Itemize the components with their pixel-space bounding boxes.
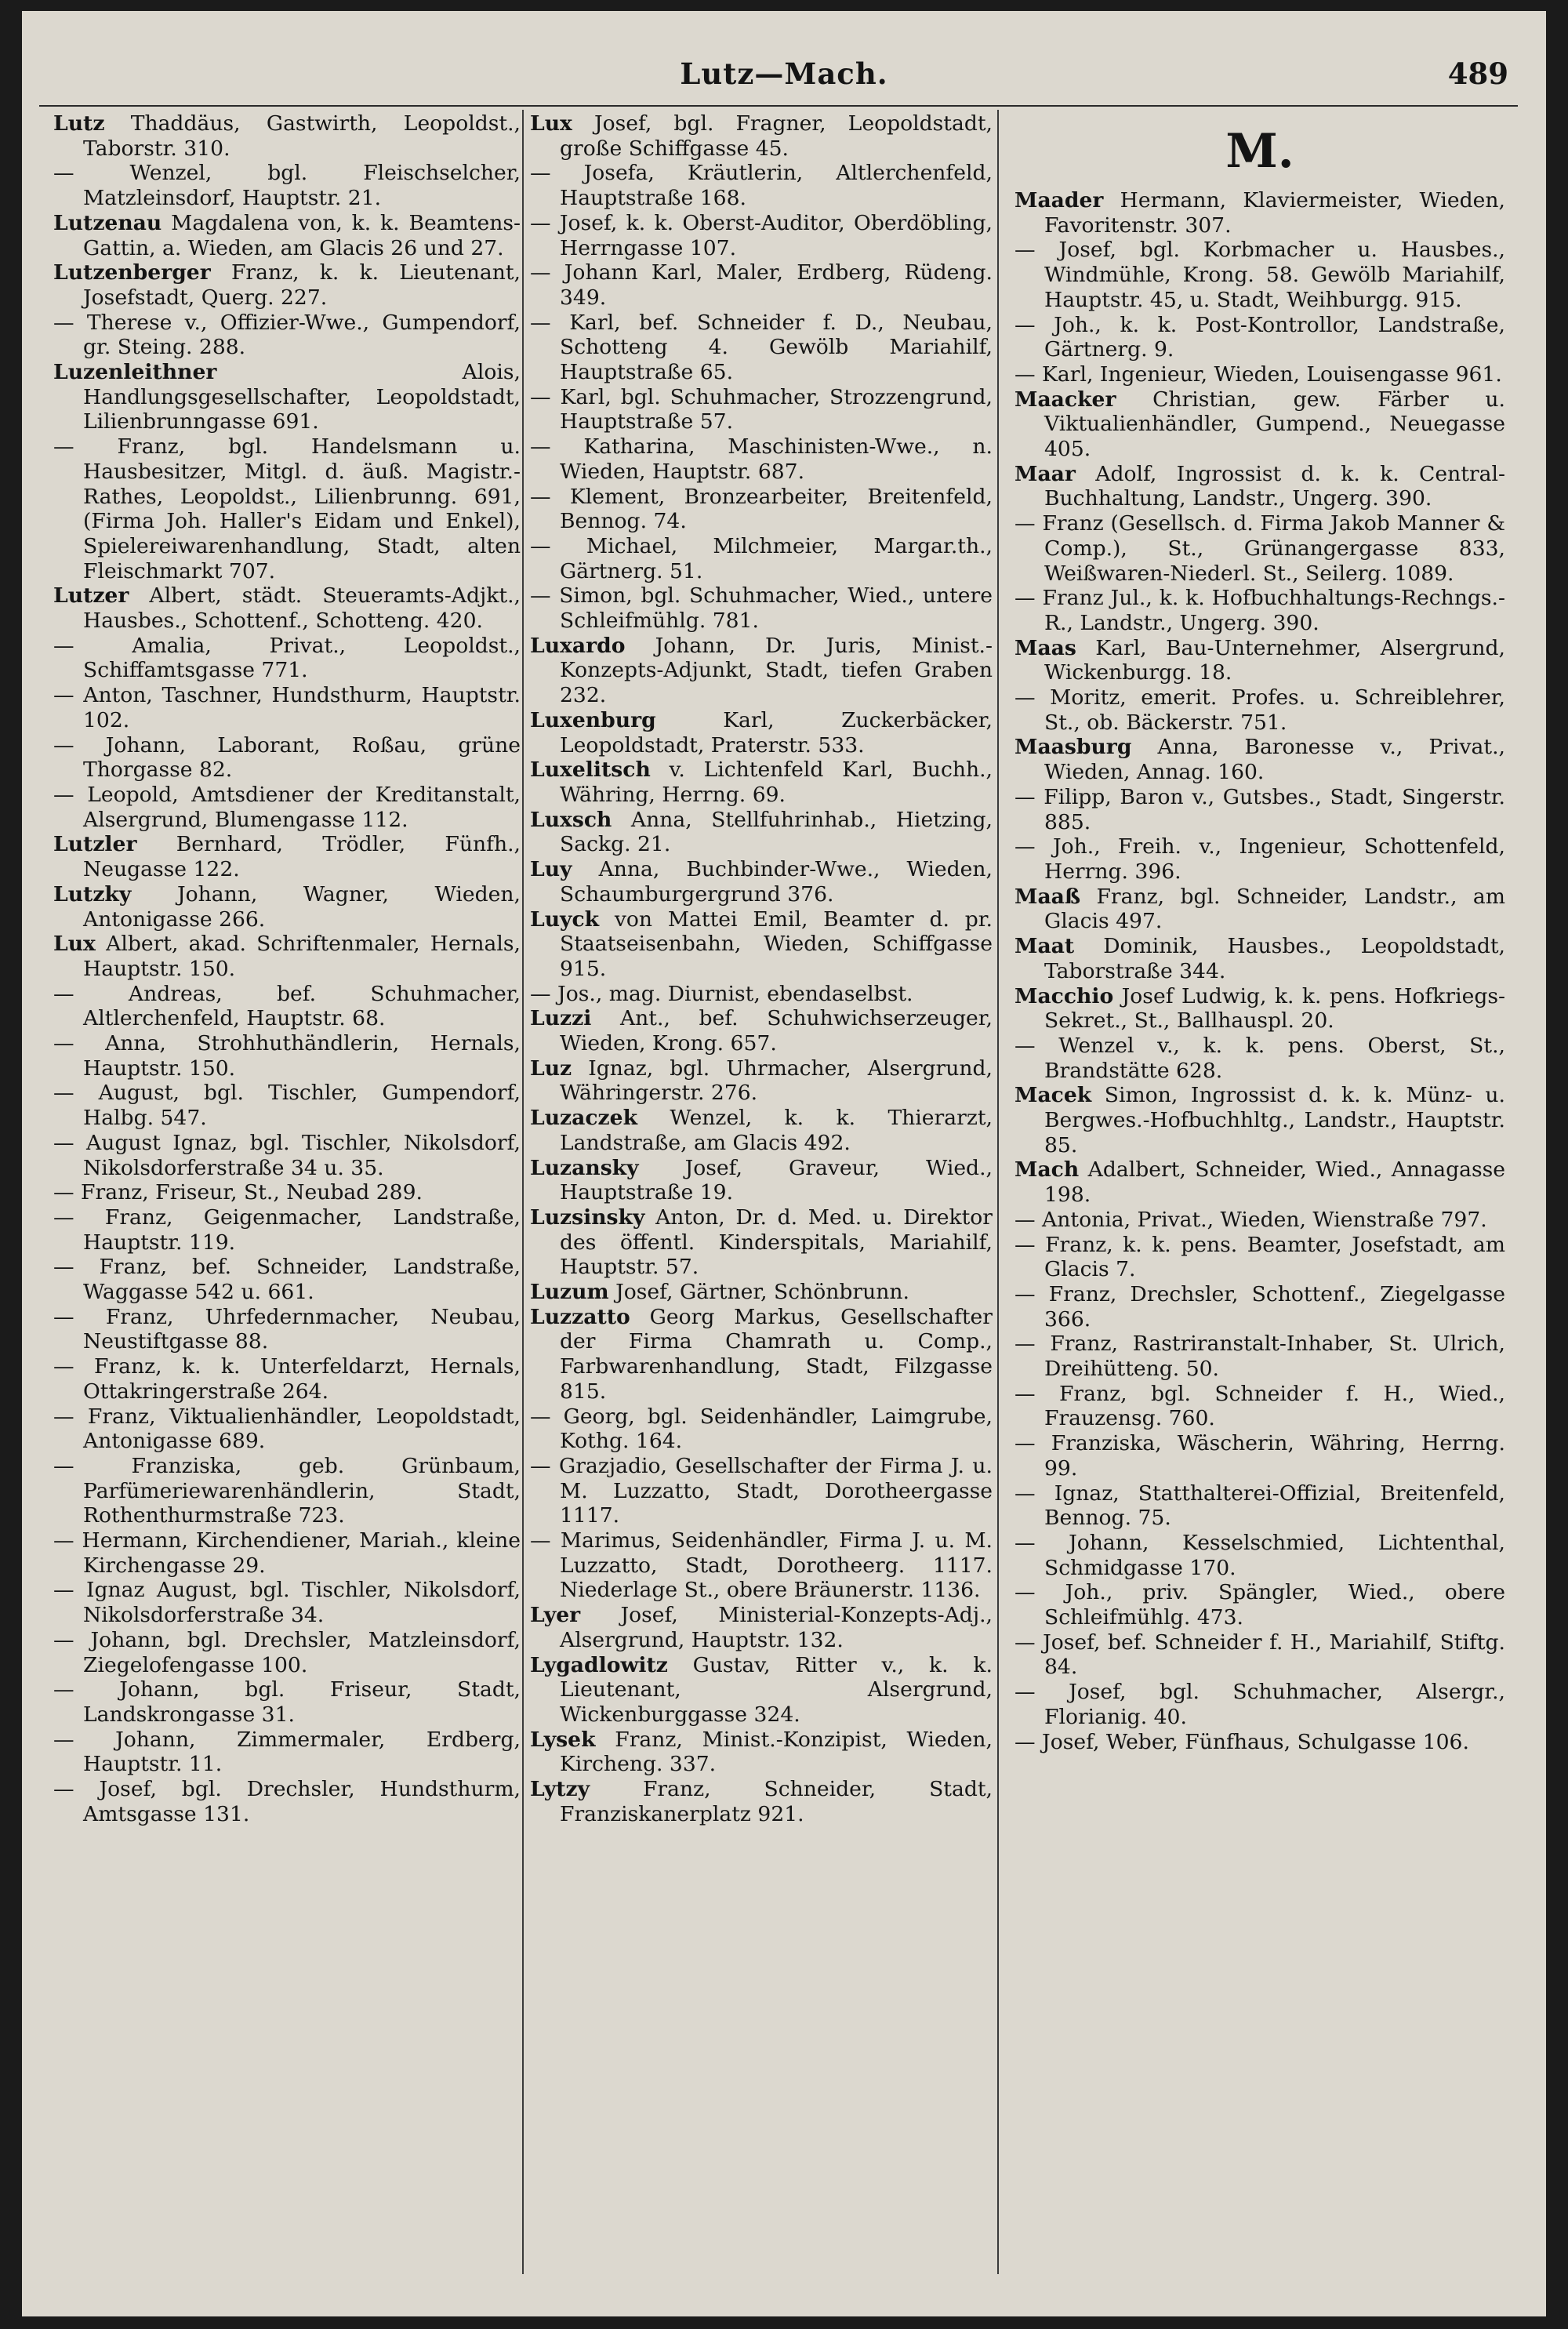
entry-text: Bernhard, Trödler, Fünfh., Neugasse 122. — [83, 832, 521, 882]
entry-text: Christian, gew. Färber u. Viktualienhändler, Gumpend., Neuegasse 405. — [1044, 387, 1505, 462]
directory-entry — [53, 634, 521, 683]
directory-entry — [1014, 1431, 1505, 1481]
entry-surname: Luxsch — [530, 807, 612, 832]
section-letter: M. — [1225, 124, 1294, 179]
entry-text: — Simon, bgl. Schuhmacher, Wied., untere Schleifmühlg. 781. — [530, 583, 993, 634]
directory-entry — [53, 1728, 521, 1777]
directory-entry — [1014, 586, 1505, 635]
directory-entry — [1014, 984, 1505, 1034]
directory-entry — [530, 1305, 993, 1404]
entry-surname: Lygadlowitz — [530, 1652, 668, 1677]
directory-entry — [53, 982, 521, 1031]
column-divider — [997, 110, 999, 2274]
entry-surname: Lutzenberger — [53, 260, 211, 285]
entry-text: — Johann, Laborant, Roßau, grüne Thorgasse 82. — [53, 732, 521, 783]
entry-text: — Josef, bef. Schneider f. H., Mariahilf, Stiftg. 84. — [1014, 1630, 1505, 1680]
directory-entry — [530, 857, 993, 907]
directory-entry — [530, 1728, 993, 1777]
directory-column-2 — [530, 111, 993, 2299]
directory-entry — [530, 1777, 993, 1826]
directory-entry — [1014, 1382, 1505, 1431]
entry-text: — Franz, Friseur, St., Neubad 289. — [53, 1180, 423, 1205]
directory-entry — [53, 1454, 521, 1528]
directory-entry — [53, 1031, 521, 1081]
directory-entry — [53, 583, 521, 633]
entry-surname: Luzzatto — [530, 1304, 630, 1329]
entry-surname: Lutzenau — [53, 210, 162, 235]
directory-entry — [53, 1354, 521, 1404]
entry-text: Gustav, Ritter v., k. k. Lieutenant, Alsergrund, Wickenburggasse 324. — [560, 1652, 993, 1727]
entry-surname: Maader — [1014, 188, 1104, 213]
entry-text: Josef, Ministerial-Konzepts-Adj., Alsergrund, Hauptstr. 132. — [560, 1603, 993, 1652]
entry-text: Josef, Gärtner, Schönbrunn. — [615, 1280, 909, 1305]
entry-text: — Franz (Gesellsch. d. Firma Jakob Manner & Comp.), St., Grünangergasse 833, Weißwaren-Niederl. St., Seilerg. 1089. — [1014, 511, 1505, 586]
entry-text: — Franz, k. k. Unterfeldarzt, Hernals, Ottakringerstraße 264. — [53, 1354, 521, 1404]
entry-text: — Joh., priv. Spängler, Wied., obere Schleifmühlg. 473. — [1014, 1580, 1505, 1630]
entry-text: — Ignaz August, bgl. Tischler, Nikolsdorf, Nikolsdorferstraße 34. — [53, 1578, 521, 1628]
entry-text: Anton, Dr. d. Med. u. Direktor des öffentl. Kinderspitals, Mariahilf, Hauptstr. 57. — [560, 1204, 993, 1280]
directory-entry — [530, 1006, 993, 1055]
directory-entry — [530, 534, 993, 583]
entry-text: Franz, Minist.-Konzipist, Wieden, Kircheng. 337. — [560, 1727, 993, 1777]
directory-entry — [53, 1180, 521, 1205]
entry-surname: Lutzer — [53, 583, 129, 609]
directory-entry — [53, 1777, 521, 1826]
entry-text: — Johann, bgl. Friseur, Stadt, Landskrongasse 31. — [53, 1677, 521, 1727]
directory-entry — [1014, 636, 1505, 685]
entry-text: Alois, Handlungsgesellschafter, Leopoldstadt, Lilienbrunngasse 691. — [83, 360, 521, 434]
directory-entry — [530, 1056, 993, 1106]
directory-entry — [53, 1578, 521, 1627]
entry-surname: Lux — [530, 111, 572, 136]
directory-entry — [53, 1404, 521, 1454]
entry-text: — Franz, Uhrfedernmacher, Neubau, Neustiftgasse 88. — [53, 1304, 521, 1354]
entry-text: — Andreas, bef. Schuhmacher, Altlerchenfeld, Hauptstr. 68. — [53, 981, 521, 1031]
entry-text: Hermann, Klaviermeister, Wieden, Favoritenstr. 307. — [1044, 188, 1505, 238]
entry-surname: Lytzy — [530, 1777, 590, 1802]
entry-text: Karl, Bau-Unternehmer, Alsergrund, Wickenburgg. 18. — [1044, 635, 1505, 685]
directory-entry — [53, 1255, 521, 1304]
entry-text: — Hermann, Kirchendiener, Mariah., kleine Kirchengasse 29. — [53, 1528, 521, 1578]
entry-surname: Maas — [1014, 635, 1076, 660]
directory-entry — [530, 311, 993, 385]
entry-text: Simon, Ingrossist d. k. k. Münz- u. Bergwes.-Hofbuchhltg., Landstr., Hauptstr. 85. — [1044, 1083, 1505, 1157]
entry-text: Johann, Dr. Juris, Minist.-Konzepts-Adjunkt, Stadt, tiefen Graben 232. — [560, 633, 993, 708]
directory-entry — [53, 1131, 521, 1180]
entry-text: — Anna, Strohhuthändlerin, Hernals, Hauptstr. 150. — [53, 1031, 521, 1081]
directory-entry — [530, 111, 993, 161]
entry-text: — Amalia, Privat., Leopoldst., Schiffamtsgasse 771. — [53, 633, 521, 683]
entry-text: Franz, k. k. Lieutenant, Josefstadt, Querg. 227. — [83, 260, 521, 310]
entry-surname: Luy — [530, 857, 572, 882]
directory-entry — [53, 1205, 521, 1255]
entry-text: Magdalena von, k. k. Beamtens-Gattin, a. Wieden, am Glacis 26 und 27. — [83, 210, 521, 260]
directory-entry — [53, 882, 521, 932]
entry-text: — Josef, bgl. Schuhmacher, Alsergr., Florianig. 40. — [1014, 1680, 1505, 1729]
entry-text: — Franz Jul., k. k. Hofbuchhaltungs-Rechngs.-R., Landstr., Ungerg. 390. — [1014, 586, 1505, 635]
entry-text: Josef, Graveur, Wied., Hauptstraße 19. — [560, 1155, 993, 1205]
entry-text: — August Ignaz, bgl. Tischler, Nikolsdorf, Nikolsdorferstraße 34 u. 35. — [53, 1130, 521, 1180]
entry-text: — Josef, Weber, Fünfhaus, Schulgasse 106. — [1014, 1729, 1469, 1754]
directory-entry — [530, 434, 993, 484]
directory-entry — [1014, 1630, 1505, 1680]
entry-surname: Maat — [1014, 934, 1075, 959]
entry-text: — Karl, Ingenieur, Wieden, Louisengasse 961. — [1014, 362, 1502, 387]
directory-entry — [530, 808, 993, 857]
entry-text: Georg Markus, Gesellschafter der Firma Chamrath u. Comp., Farbwarenhandlung, Stadt, Filzgasse 815. — [560, 1304, 993, 1404]
directory-entry — [53, 161, 521, 210]
entry-text: — Moritz, emerit. Profes. u. Schreiblehrer, St., ob. Bäckerstr. 751. — [1014, 685, 1505, 735]
directory-entry — [53, 434, 521, 583]
entry-text: Thaddäus, Gastwirth, Leopoldst., Taborstr. 310. — [83, 111, 521, 161]
directory-page — [22, 11, 1546, 2316]
directory-entry — [1014, 1481, 1505, 1531]
directory-entry — [1014, 238, 1505, 312]
entry-surname: Lutzler — [53, 832, 137, 857]
entry-text: — Ignaz, Statthalterei-Offizial, Breitenfeld, Bennog. 75. — [1014, 1481, 1505, 1531]
entry-surname: Macek — [1014, 1083, 1092, 1108]
directory-entry — [1014, 1282, 1505, 1332]
entry-text: — Josef, k. k. Oberst-Auditor, Oberdöbling, Herrngasse 107. — [530, 210, 993, 260]
entry-surname: Lutz — [53, 111, 105, 136]
entry-text: — Joh., Freih. v., Ingenieur, Schottenfeld, Herrng. 396. — [1014, 834, 1505, 884]
directory-entry — [53, 111, 521, 161]
entry-text: Wenzel, k. k. Thierarzt, Landstraße, am Glacis 492. — [560, 1106, 993, 1155]
entry-text: — Johann, bgl. Drechsler, Matzleinsdorf, Ziegelofengasse 100. — [53, 1627, 521, 1677]
entry-text: — Josef, bgl. Korbmacher u. Hausbes., Windmühle, Krong. 58. Gewölb Mariahilf, Hauptstr. 45, u. Stadt, Weihburgg. 915. — [1014, 238, 1505, 312]
directory-entry — [53, 733, 521, 783]
entry-surname: Luzzi — [530, 1006, 592, 1031]
entry-text: — Marimus, Seidenhändler, Firma J. u. M. Luzzatto, Stadt, Dorotheerg. 1117. Niederlage St., obere Bräunerstr. 1136. — [530, 1528, 993, 1603]
directory-entry — [530, 211, 993, 260]
directory-entry — [1014, 313, 1505, 362]
entry-text: Ignaz, bgl. Uhrmacher, Alsergrund, Währingerstr. 276. — [560, 1055, 993, 1106]
directory-entry — [53, 260, 521, 310]
entry-surname: Luyck — [530, 907, 600, 932]
entry-text: Karl, Zuckerbäcker, Leopoldstadt, Praterstr. 533. — [560, 707, 993, 758]
directory-entry — [53, 1081, 521, 1130]
entry-text: — Filipp, Baron v., Gutsbes., Stadt, Singerstr. 885. — [1014, 784, 1505, 834]
entry-text: — Franz, Viktualienhändler, Leopoldstadt, Antonigasse 689. — [53, 1404, 521, 1454]
directory-entry — [53, 211, 521, 260]
entry-text: — Josef, bgl. Drechsler, Hundsthurm, Amtsgasse 131. — [53, 1777, 521, 1826]
directory-column-1 — [53, 111, 521, 2299]
directory-entry — [53, 1305, 521, 1354]
entry-surname: Lysek — [530, 1727, 596, 1752]
entry-text: Franz, bgl. Schneider, Landstr., am Glacis 497. — [1044, 884, 1505, 934]
entry-surname: Macchio — [1014, 983, 1114, 1008]
directory-entry — [530, 982, 993, 1007]
entry-surname: Maasburg — [1014, 735, 1132, 760]
entry-text: Dominik, Hausbes., Leopoldstadt, Taborstraße 344. — [1044, 934, 1505, 983]
directory-entry — [53, 683, 521, 732]
entry-text: Johann, Wagner, Wieden, Antonigasse 266. — [83, 881, 521, 932]
entry-surname: Luzum — [530, 1280, 609, 1305]
directory-entry — [1014, 511, 1505, 586]
entry-text: Ant., bef. Schuhwichserzeuger, Wieden, Krong. 657. — [560, 1006, 993, 1056]
entry-text: — Franz, Drechsler, Schottenf., Ziegelgasse 366. — [1014, 1281, 1505, 1332]
directory-column-3 — [1014, 111, 1505, 2299]
entry-surname: Maar — [1014, 461, 1076, 486]
entry-text: — Franz, bgl. Handelsmann u. Hausbesitzer, Mitgl. d. äuß. Magistr.-Rathes, Leopoldst., Lilienbrunng. 691, (Firma Joh. Haller's Eidam und Enkel), Spielereiwarenhandlung, Stadt, alten Fleischmarkt 707. — [53, 434, 521, 583]
directory-entry — [53, 783, 521, 832]
entry-text: v. Lichtenfeld Karl, Buchh., Währing, Herrng. 69. — [560, 758, 993, 807]
entry-text: — Franz, bef. Schneider, Landstraße, Waggasse 542 u. 661. — [53, 1255, 521, 1305]
entry-text: — Wenzel, bgl. Fleischselcher, Matzleinsdorf, Hauptstr. 21. — [53, 161, 521, 211]
entry-text: Anna, Buchbinder-Wwe., Wieden, Schaumburgergrund 376. — [560, 857, 993, 907]
directory-entry — [1014, 1233, 1505, 1282]
directory-entry — [53, 1528, 521, 1578]
directory-entry — [530, 708, 993, 758]
directory-entry — [530, 1454, 993, 1528]
entry-text: — Grazjadio, Gesellschafter der Firma J. u. M. Luzzatto, Stadt, Dorotheergasse 1117. — [530, 1453, 993, 1528]
entry-text: — Michael, Milchmeier, Margar.th., Gärtnerg. 51. — [530, 533, 993, 583]
directory-entry — [530, 634, 993, 708]
entry-text: — Johann Karl, Maler, Erdberg, Rüdeng. 349. — [530, 260, 993, 310]
header-rule — [39, 105, 1518, 107]
running-head — [22, 56, 1546, 104]
entry-text: — Georg, bgl. Seidenhändler, Laimgrube, Kothg. 164. — [530, 1404, 993, 1454]
entry-text: — Wenzel v., k. k. pens. Oberst, St., Brandstätte 628. — [1014, 1033, 1505, 1083]
directory-entry — [53, 311, 521, 360]
entry-surname: Mach — [1014, 1157, 1080, 1183]
page-title: Lutz—Mach. — [680, 56, 888, 91]
directory-entry — [530, 1528, 993, 1603]
entry-text: — Johann, Kesselschmied, Lichtenthal, Schmidgasse 170. — [1014, 1530, 1505, 1580]
entry-text: — Franz, Rastriranstalt-Inhaber, St. Ulrich, Dreihütteng. 50. — [1014, 1332, 1505, 1382]
directory-entry — [1014, 462, 1505, 511]
directory-entry — [530, 1653, 993, 1728]
directory-entry — [1014, 685, 1505, 735]
entry-text: Albert, akad. Schriftenmaler, Hernals, Hauptstr. 150. — [83, 932, 521, 981]
entry-text: von Mattei Emil, Beamter d. pr. Staatseisenbahn, Wieden, Schiffgasse 915. — [560, 907, 993, 981]
entry-surname: Lux — [53, 932, 96, 957]
directory-entry — [53, 932, 521, 981]
directory-entry — [1014, 1157, 1505, 1207]
directory-entry — [530, 907, 993, 982]
directory-entry — [530, 583, 993, 633]
directory-entry — [1014, 1531, 1505, 1580]
directory-entry — [1014, 1580, 1505, 1630]
directory-entry — [1014, 188, 1505, 238]
entry-text: Anna, Baronesse v., Privat., Wieden, Annag. 160. — [1044, 735, 1505, 785]
entry-text: Adalbert, Schneider, Wied., Annagasse 198. — [1044, 1157, 1505, 1208]
entry-text: Albert, städt. Steueramts-Adjkt., Hausbes., Schottenf., Schotteng. 420. — [83, 583, 521, 634]
entry-text: — Franziska, geb. Grünbaum, Parfümeriewarenhändlerin, Stadt, Rothenthurmstraße 723. — [53, 1453, 521, 1528]
directory-entry — [530, 1205, 993, 1280]
entry-surname: Lutzky — [53, 881, 132, 907]
entry-text: — Katharina, Maschinisten-Wwe., n. Wieden, Hauptstr. 687. — [530, 434, 993, 484]
entry-text: — Anton, Taschner, Hundsthurm, Hauptstr. 102. — [53, 683, 521, 732]
entry-text: — Therese v., Offizier-Wwe., Gumpendorf, gr. Steing. 288. — [53, 310, 521, 360]
entry-text: Adolf, Ingrossist d. k. k. Central-Buchhaltung, Landstr., Ungerg. 390. — [1044, 461, 1505, 511]
directory-entry — [53, 1677, 521, 1727]
entry-text: Josef, bgl. Fragner, Leopoldstadt, große Schiffgasse 45. — [560, 111, 993, 161]
entry-text: — Johann, Zimmermaler, Erdberg, Hauptstr. 11. — [53, 1727, 521, 1777]
entry-text: — Franz, k. k. pens. Beamter, Josefstadt, am Glacis 7. — [1014, 1232, 1505, 1282]
directory-entry — [1014, 362, 1505, 387]
directory-entry — [530, 161, 993, 210]
page-number: 489 — [1447, 56, 1508, 91]
directory-entry — [53, 1628, 521, 1677]
entry-surname: Luzaczek — [530, 1106, 638, 1131]
entry-surname: Maaß — [1014, 884, 1081, 909]
entry-text: — Leopold, Amtsdiener der Kreditanstalt, Alsergrund, Blumengasse 112. — [53, 782, 521, 832]
entry-surname: Luzsinsky — [530, 1204, 645, 1230]
entry-text: Anna, Stellfuhrinhab., Hietzing, Sackg. 21. — [560, 807, 993, 857]
entry-text: — Franz, bgl. Schneider f. H., Wied., Frauzensg. 760. — [1014, 1381, 1505, 1431]
entry-surname: Maacker — [1014, 387, 1116, 412]
directory-entry — [1014, 735, 1505, 784]
directory-entry — [1014, 1208, 1505, 1233]
entry-text: — Franziska, Wäscherin, Währing, Herrng. 99. — [1014, 1431, 1505, 1481]
directory-entry — [530, 260, 993, 310]
directory-entry — [1014, 885, 1505, 934]
entry-surname: Luxardo — [530, 633, 626, 658]
entry-surname: Luzansky — [530, 1155, 639, 1180]
entry-text: Franz, Schneider, Stadt, Franziskanerplatz 921. — [560, 1777, 993, 1826]
entry-text: — Antonia, Privat., Wieden, Wienstraße 797. — [1014, 1207, 1487, 1232]
directory-entry — [530, 1603, 993, 1652]
directory-entry — [530, 1280, 993, 1305]
directory-entry — [1014, 387, 1505, 462]
directory-entry — [1014, 1680, 1505, 1729]
directory-entry — [53, 832, 521, 881]
entry-text: — Joh., k. k. Post-Kontrollor, Landstraße, Gärtnerg. 9. — [1014, 312, 1505, 362]
entry-surname: Luzenleithner — [53, 360, 217, 385]
entry-text: — August, bgl. Tischler, Gumpendorf, Halbg. 547. — [53, 1081, 521, 1131]
directory-entry — [530, 1106, 993, 1155]
directory-entry — [1014, 1034, 1505, 1083]
entry-text: — Karl, bef. Schneider f. D., Neubau, Schotteng 4. Gewölb Mariahilf, Hauptstraße 65. — [530, 310, 993, 385]
entry-text: — Klement, Bronzearbeiter, Breitenfeld, Bennog. 74. — [530, 484, 993, 534]
directory-entry — [530, 1156, 993, 1205]
directory-entry — [1014, 1083, 1505, 1157]
entry-surname: Luxelitsch — [530, 758, 651, 783]
directory-entry — [530, 1404, 993, 1454]
entry-text: — Karl, bgl. Schuhmacher, Strozzengrund, Hauptstraße 57. — [530, 384, 993, 434]
column-divider — [522, 110, 524, 2274]
directory-entry — [1014, 934, 1505, 983]
directory-entry — [530, 758, 993, 807]
entry-surname: Luz — [530, 1055, 572, 1081]
directory-entry — [1014, 1730, 1505, 1755]
directory-entry — [530, 485, 993, 534]
directory-entry — [53, 360, 521, 434]
entry-surname: Luxenburg — [530, 707, 656, 732]
directory-entry — [1014, 785, 1505, 834]
entry-text: — Franz, Geigenmacher, Landstraße, Hauptstr. 119. — [53, 1204, 521, 1255]
entry-text: — Josefa, Kräutlerin, Altlerchenfeld, Hauptstraße 168. — [530, 161, 993, 211]
directory-entry — [1014, 834, 1505, 884]
directory-entry — [530, 385, 993, 434]
entry-text: — Jos., mag. Diurnist, ebendaselbst. — [530, 981, 913, 1006]
directory-entry — [1014, 1332, 1505, 1381]
entry-surname: Lyer — [530, 1603, 581, 1628]
entry-text: Josef Ludwig, k. k. pens. Hofkriegs-Sekret., St., Ballhauspl. 20. — [1044, 983, 1505, 1034]
